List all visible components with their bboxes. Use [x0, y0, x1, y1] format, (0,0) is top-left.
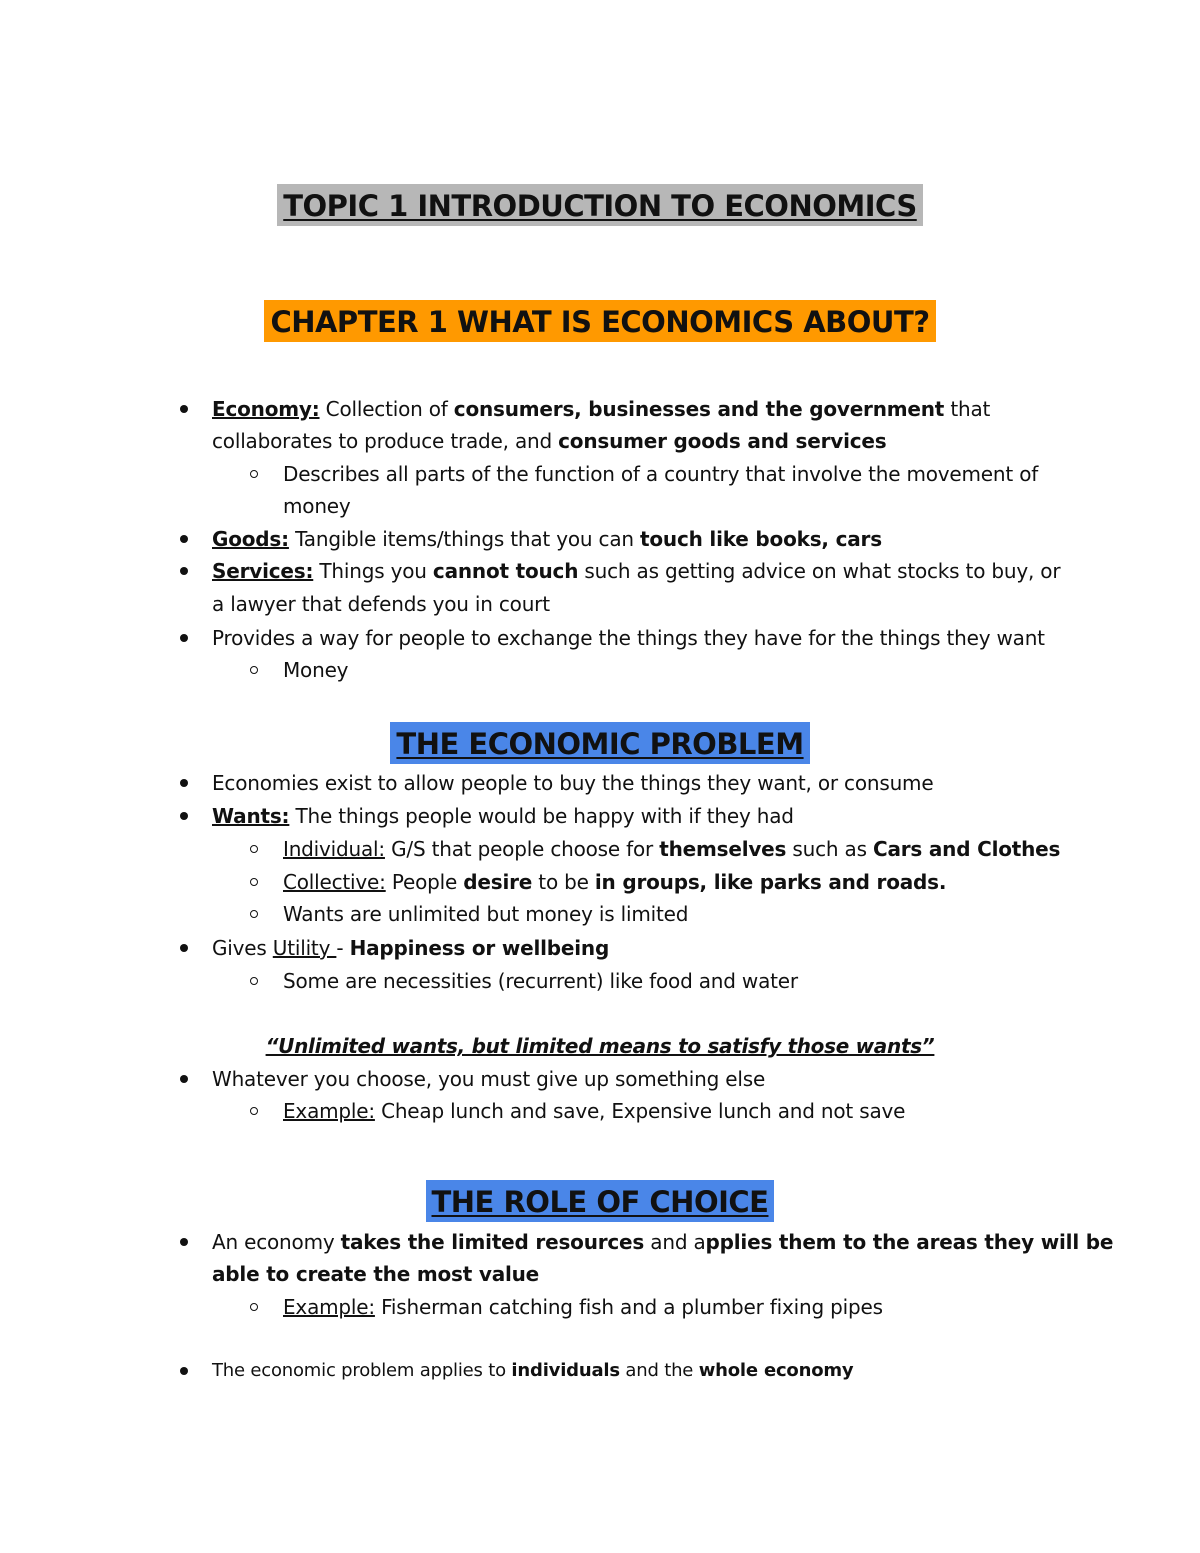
bullet-dot: [180, 944, 188, 952]
problem-title: THE ECONOMIC PROBLEM: [390, 722, 809, 764]
problem-title-wrap: [0, 722, 1200, 764]
collective-term: Collective:: [283, 870, 386, 894]
bullet-dot: [180, 567, 188, 575]
text: and the: [619, 1360, 699, 1381]
wants-term: Wants:: [212, 804, 290, 828]
text: Fisherman catching fish and a plumber fixing pipes: [374, 1295, 883, 1319]
economy-resources-line-2: [212, 1258, 539, 1290]
money-line: Money: [283, 658, 349, 682]
topic-title: TOPIC 1 INTRODUCTION TO ECONOMICS: [277, 184, 923, 226]
economy-definition-line-1: [212, 393, 990, 425]
economy-definition-line-2: [212, 425, 887, 457]
chapter-title-wrap: [0, 300, 1200, 342]
utility-term: Utility: [272, 936, 337, 960]
bold-text: in groups, like parks and roads.: [594, 870, 947, 894]
bold-text: pplies them to the areas they will be: [705, 1230, 1114, 1254]
chapter-title: CHAPTER 1 WHAT IS ECONOMICS ABOUT?: [264, 300, 935, 342]
bold-text: desire: [463, 870, 533, 894]
bullet-ring: [250, 1303, 258, 1311]
bullet-dot: [180, 1238, 188, 1246]
services-definition-line-1: [212, 555, 1060, 587]
economy-resources-line-1: [212, 1226, 1113, 1258]
collective-wants-line: [283, 866, 946, 898]
bold-text: consumers, businesses and the government: [453, 397, 945, 421]
goods-definition: [212, 523, 882, 555]
text: An economy: [212, 1230, 341, 1254]
bold-text: cannot touch: [432, 559, 579, 583]
text: Things you: [313, 559, 433, 583]
whatever-line: Whatever you choose, you must give up something else: [212, 1067, 766, 1091]
example-term: Example:: [283, 1295, 375, 1319]
text: to be: [532, 870, 595, 894]
text: Collection of: [319, 397, 454, 421]
utility-line: [212, 932, 609, 964]
economy-sub-line-1: Describes all parts of the function of a country that involve the movement of: [283, 462, 1039, 486]
choice-title: THE ROLE OF CHOICE: [426, 1180, 775, 1222]
bullet-ring: [250, 1107, 258, 1115]
text: such as: [786, 837, 873, 861]
bullet-ring: [250, 470, 258, 478]
bold-text: themselves: [659, 837, 787, 861]
text: People: [385, 870, 464, 894]
text: The things people would be happy with if they had: [289, 804, 794, 828]
bullet-ring: [250, 666, 258, 674]
wants-definition: [212, 800, 794, 832]
text: that: [944, 397, 991, 421]
provides-line: Provides a way for people to exchange the things they have for the things they want: [212, 626, 1045, 650]
bullet-dot: [180, 779, 188, 787]
bold-text: whole economy: [698, 1360, 854, 1381]
necessities-line: Some are necessities (recurrent) like food and water: [283, 969, 798, 993]
text: -: [336, 936, 350, 960]
bullet-ring: [250, 878, 258, 886]
topic-title-wrap: [0, 184, 1200, 226]
bullet-ring: [250, 977, 258, 985]
goods-term: Goods:: [212, 527, 289, 551]
bullet-dot: [180, 634, 188, 642]
text: Gives: [212, 936, 273, 960]
text: G/S that people choose for: [384, 837, 660, 861]
bullet-ring: [250, 910, 258, 918]
lunch-example-line: [283, 1095, 905, 1127]
bullet-ring: [250, 845, 258, 853]
individual-term: Individual:: [283, 837, 385, 861]
bullet-dot: [180, 1367, 188, 1375]
bullet-dot: [180, 535, 188, 543]
services-definition-line-2: a lawyer that defends you in court: [212, 592, 550, 616]
bold-text: Cars and Clothes: [872, 837, 1061, 861]
services-term: Services:: [212, 559, 314, 583]
economy-sub-line-2: money: [283, 494, 351, 518]
bullet-dot: [180, 405, 188, 413]
bold-text: takes the limited resources: [340, 1230, 645, 1254]
fisherman-example-line: [283, 1291, 883, 1323]
text: such as getting advice on what stocks to buy, or: [578, 559, 1061, 583]
bullet-dot: [180, 812, 188, 820]
bold-text: consumer goods and services: [558, 429, 887, 453]
choice-title-wrap: [0, 1180, 1200, 1222]
individual-wants-line: [283, 833, 1060, 865]
unlimited-wants-line: Wants are unlimited but money is limited: [283, 902, 689, 926]
bullet-dot: [180, 1075, 188, 1083]
economies-exist-line: Economies exist to allow people to buy the things they want, or consume: [212, 771, 934, 795]
text: and a: [644, 1230, 706, 1254]
text: Tangible items/things that you can: [288, 527, 641, 551]
text: Cheap lunch and save, Expensive lunch and not save: [374, 1099, 906, 1123]
bold-text: individuals: [511, 1360, 620, 1381]
bold-text: able to create the most value: [212, 1262, 540, 1286]
unlimited-wants-quote: “Unlimited wants, but limited means to satisfy those wants”: [265, 1034, 935, 1058]
example-term: Example:: [283, 1099, 375, 1123]
applies-line: [212, 1355, 853, 1387]
bold-text: Happiness or wellbeing: [349, 936, 610, 960]
bold-text: touch like books, cars: [640, 527, 882, 551]
text: collaborates to produce trade, and: [212, 429, 559, 453]
economy-term: Economy:: [212, 397, 320, 421]
text: The economic problem applies to: [212, 1360, 512, 1381]
